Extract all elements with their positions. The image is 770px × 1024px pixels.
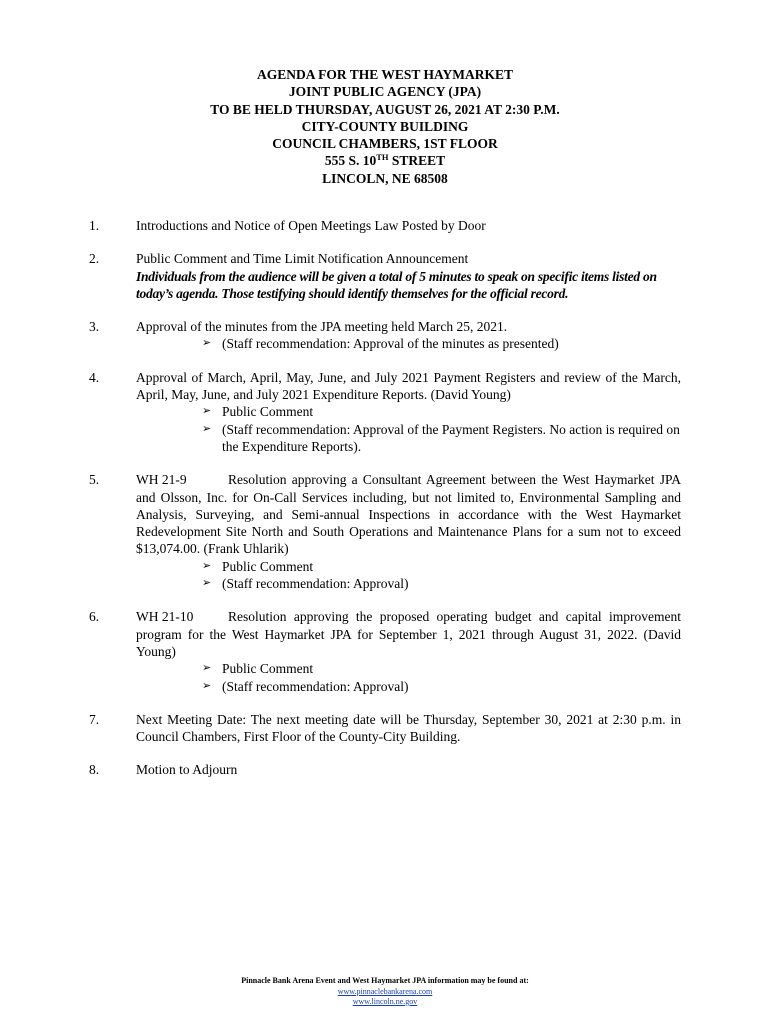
item-number: 1. (89, 218, 100, 233)
item-text: Introductions and Notice of Open Meetings Law Posted by Door (136, 218, 486, 233)
page-footer (0, 976, 770, 1008)
footer-info-text: Pinnacle Bank Arena Event and West Haymarket JPA information may be found at: (241, 976, 529, 985)
bullet-item: ➢ Public Comment (202, 404, 314, 420)
agenda-item-4 (0, 369, 770, 455)
item-number: 5. (89, 472, 100, 488)
agenda-item-6 (0, 608, 770, 694)
header-building: CITY-COUNTY BUILDING (301, 118, 469, 134)
arrow-bullet-icon: ➢ (202, 577, 212, 590)
agenda-header (0, 66, 770, 187)
item-number: 6. (89, 609, 100, 625)
arrow-bullet-icon: ➢ (202, 337, 212, 350)
item-number: 8. (89, 762, 100, 778)
item-text: WH 21-9 Resolution approving a Consultant Agreement between the West Haymarket JPA and Olsson, Inc. for On-Call Services including, but not limited to, Environmental Sampling and Analysis, Surveying, and Semi-annual Inspections in accordance with the West Haymarket Redevelopment Site North and South Operations and Maintenance Plans for a sum not to exceed $13,074.00. (Frank Uhlarik) (136, 472, 681, 557)
bullet-item: ➢ (Staff recommendation: Approval of the minutes as presented) (202, 336, 559, 352)
item-number: 3. (89, 319, 100, 335)
arrow-bullet-icon: ➢ (202, 422, 212, 435)
header-city: LINCOLN, NE 68508 (322, 170, 448, 186)
header-agency: JOINT PUBLIC AGENCY (JPA) (288, 84, 482, 100)
item-number: 2. (89, 251, 100, 267)
resolution-code: WH 21-10 (136, 609, 194, 625)
item-text: Approval of March, April, May, June, and July 2021 Payment Registers and review of the March, April, May, June, and July 2021 Expenditure Reports. (David Young) (136, 369, 681, 403)
agenda-item-3 (0, 318, 770, 353)
bullet-item: ➢ Public Comment (202, 558, 314, 574)
header-street: 555 S. 10TH STREET (324, 152, 446, 169)
item-text: WH 21-10 Resolution approving the proposed operating budget and capital improvement program for the West Haymarket JPA for September 1, 2021 through August 31, 2022. (David Young) (136, 609, 681, 659)
item-text: Motion to Adjourn (136, 762, 238, 778)
agenda-item-1 (0, 217, 770, 234)
resolution-code: WH 21-9 (136, 472, 187, 488)
lincoln-website-link[interactable]: www.lincoln.ne.gov (352, 997, 418, 1006)
arena-website-link[interactable]: www.pinnaclebankarena.com (337, 986, 433, 996)
public-comment-note: Individuals from the audience will be given a total of 5 minutes to speak on specific items listed on today’s agenda. Those testifying should identify themselves for the official record. (136, 268, 657, 301)
item-text: Public Comment and Time Limit Notification Announcement (136, 251, 469, 267)
bullet-item: ➢ Public Comment (202, 661, 314, 677)
item-text: Approval of the minutes from the JPA meeting held March 25, 2021. (136, 319, 508, 335)
arrow-bullet-icon: ➢ (202, 662, 212, 675)
item-number: 7. (89, 711, 100, 727)
agenda-items (0, 217, 770, 795)
agenda-item-8 (0, 761, 770, 778)
agenda-item-7 (0, 711, 770, 746)
bullet-item: ➢ (Staff recommendation: Approval of the Payment Registers. No action is required on the Expenditure Reports). (202, 421, 680, 454)
agenda-item-5 (0, 471, 770, 592)
bullet-item: ➢ (Staff recommendation: Approval) (202, 678, 409, 694)
header-date: TO BE HELD THURSDAY, AUGUST 26, 2021 AT 2:30 P.M. (210, 101, 560, 117)
agenda-item-2 (0, 250, 770, 302)
bullet-item: ➢ (Staff recommendation: Approval) (202, 576, 409, 592)
header-title: AGENDA FOR THE WEST HAYMARKET (256, 67, 514, 82)
item-number: 4. (89, 369, 100, 385)
arrow-bullet-icon: ➢ (202, 559, 212, 572)
item-text: Next Meeting Date: The next meeting date will be Thursday, September 30, 2021 at 2:30 p.m. in Council Chambers, First Floor of the County-City Building. (136, 711, 681, 745)
arrow-bullet-icon: ➢ (202, 679, 212, 692)
arrow-bullet-icon: ➢ (202, 405, 212, 418)
header-room: COUNCIL CHAMBERS, 1ST FLOOR (272, 136, 498, 152)
